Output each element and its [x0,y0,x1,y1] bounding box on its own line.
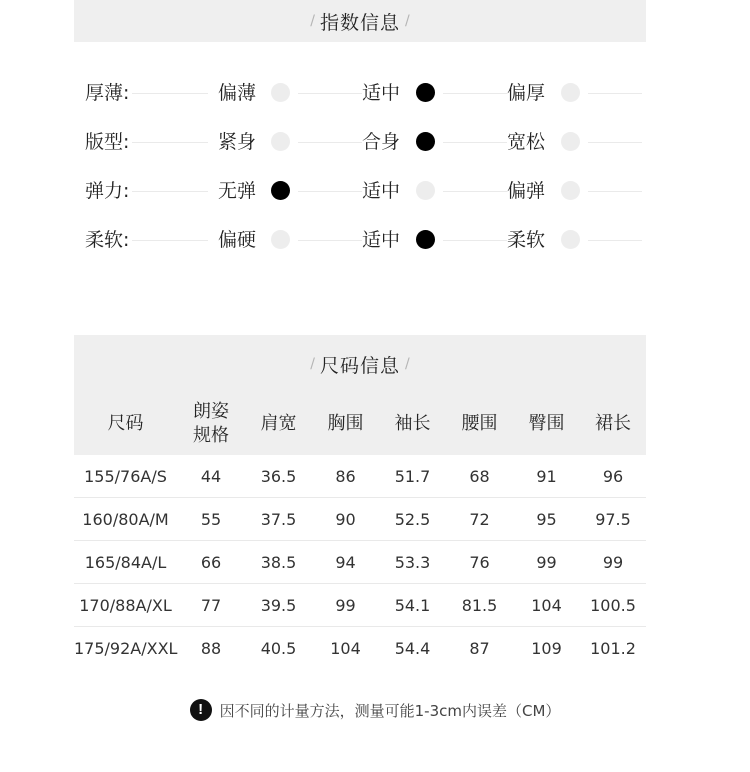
index-info-title: 指数信息 [319,11,400,34]
cell-sleeve: 54.1 [379,584,446,627]
size-table [74,393,646,669]
cell-hip: 91 [513,455,580,498]
cell-waist: 81.5 [446,584,513,627]
col-header-size: 尺码 [74,393,177,455]
cell-spec: 77 [177,584,245,627]
cell-shoulder: 37.5 [245,498,312,541]
table-row [74,498,646,541]
divider-line [588,240,642,241]
col-header-hip: 臀围 [513,393,580,455]
option-dot-on [271,181,290,200]
option-dot-on [416,132,435,151]
col-header-waist: 腰围 [446,393,513,455]
header-slash-right: / [405,13,410,29]
table-row [74,584,646,627]
cell-shoulder: 40.5 [260,638,297,658]
index-row-thickness [74,75,646,111]
divider-line [443,93,507,94]
divider-line [132,240,208,241]
cell-waist: 68 [446,455,513,498]
option-label: 无弹 [218,180,257,202]
divider-line [443,240,507,241]
cell-hip: 99 [513,541,580,584]
header-slash-right: / [405,356,410,372]
option-dot-on [416,83,435,102]
cell-skirt-length: 101.2 [590,638,636,658]
divider-line [132,142,208,143]
col-header-sleeve: 袖长 [379,393,446,455]
table-row [74,541,646,584]
option-label: 偏薄 [218,82,257,104]
divider-line [588,142,642,143]
cell-skirt-length: 96 [580,455,646,498]
option-dot-off [561,132,580,151]
cell-bust: 99 [312,584,379,627]
divider-line [588,93,642,94]
option-label: 宽松 [507,131,546,153]
col-header-line: 朗姿 [193,401,229,422]
cell-sleeve: 53.3 [379,541,446,584]
option-dot-off [561,230,580,249]
row-label: 柔软: [85,229,130,251]
row-label: 版型: [85,131,130,153]
cell-size: 165/84A/L [74,541,177,584]
cell-bust: 90 [312,498,379,541]
exclamation-icon: ! [190,699,212,721]
option-label: 适中 [362,180,401,202]
col-header-skirt-length: 裙长 [580,393,646,455]
option-dot-off [561,83,580,102]
index-info-header [74,0,646,42]
col-header-shoulder: 肩宽 [245,393,312,455]
index-row-fit [74,124,646,160]
cell-waist: 87 [469,638,490,658]
cell-size: 155/76A/S [74,455,177,498]
cell-shoulder: 39.5 [245,584,312,627]
cell-sleeve: 51.7 [379,455,446,498]
size-info-title: 尺码信息 [319,354,400,377]
table-row [74,455,646,498]
row-label: 弹力: [85,180,130,202]
option-label: 适中 [362,229,401,251]
index-row-elasticity [74,173,646,209]
cell-spec: 66 [177,541,245,584]
size-info-header [74,335,646,393]
cell-hip: 95 [513,498,580,541]
option-label: 紧身 [218,131,257,153]
divider-line [298,142,362,143]
divider-line [298,191,362,192]
option-label: 偏厚 [507,82,546,104]
header-slash-left: / [310,13,315,29]
col-header-line: 规格 [193,425,229,446]
option-label: 偏弹 [507,180,546,202]
table-header-row [74,393,646,455]
measurement-note [0,697,750,723]
cell-skirt-length: 99 [580,541,646,584]
cell-bust: 104 [330,638,361,658]
cell-bust: 86 [312,455,379,498]
option-dot-off [271,83,290,102]
option-label: 柔软 [507,229,546,251]
option-label: 适中 [362,82,401,104]
cell-waist: 76 [446,541,513,584]
cell-bust: 94 [312,541,379,584]
col-header-lancy-spec [177,393,245,455]
cell-shoulder: 38.5 [245,541,312,584]
cell-spec: 88 [200,638,222,658]
option-label: 合身 [362,131,401,153]
header-slash-left: / [310,356,315,372]
cell-sleeve: 54.4 [394,638,431,658]
row-label: 厚薄: [85,82,130,104]
divider-line [443,191,507,192]
cell-spec: 55 [177,498,245,541]
note-text: 因不同的计量方法，测量可能1-3cm内误差（CM） [219,701,561,720]
option-dot-off [271,132,290,151]
cell-size: 170/88A/XL [74,584,177,627]
cell-size: 160/80A/M [74,498,177,541]
divider-line [298,240,362,241]
option-dot-on [416,230,435,249]
cell-skirt-length: 100.5 [580,584,646,627]
index-row-softness [74,222,646,258]
option-dot-off [271,230,290,249]
table-row [74,627,646,670]
cell-skirt-length: 97.5 [580,498,646,541]
divider-line [443,142,507,143]
cell-hip: 104 [513,584,580,627]
cell-sleeve: 52.5 [379,498,446,541]
divider-line [132,191,208,192]
cell-spec: 44 [177,455,245,498]
divider-line [132,93,208,94]
cell-shoulder: 36.5 [245,455,312,498]
cell-size: 175/92A/XXL [74,638,178,658]
option-dot-off [416,181,435,200]
option-label: 偏硬 [218,229,257,251]
col-header-bust: 胸围 [312,393,379,455]
option-dot-off [561,181,580,200]
divider-line [588,191,642,192]
cell-waist: 72 [446,498,513,541]
cell-hip: 109 [531,638,562,658]
divider-line [298,93,362,94]
